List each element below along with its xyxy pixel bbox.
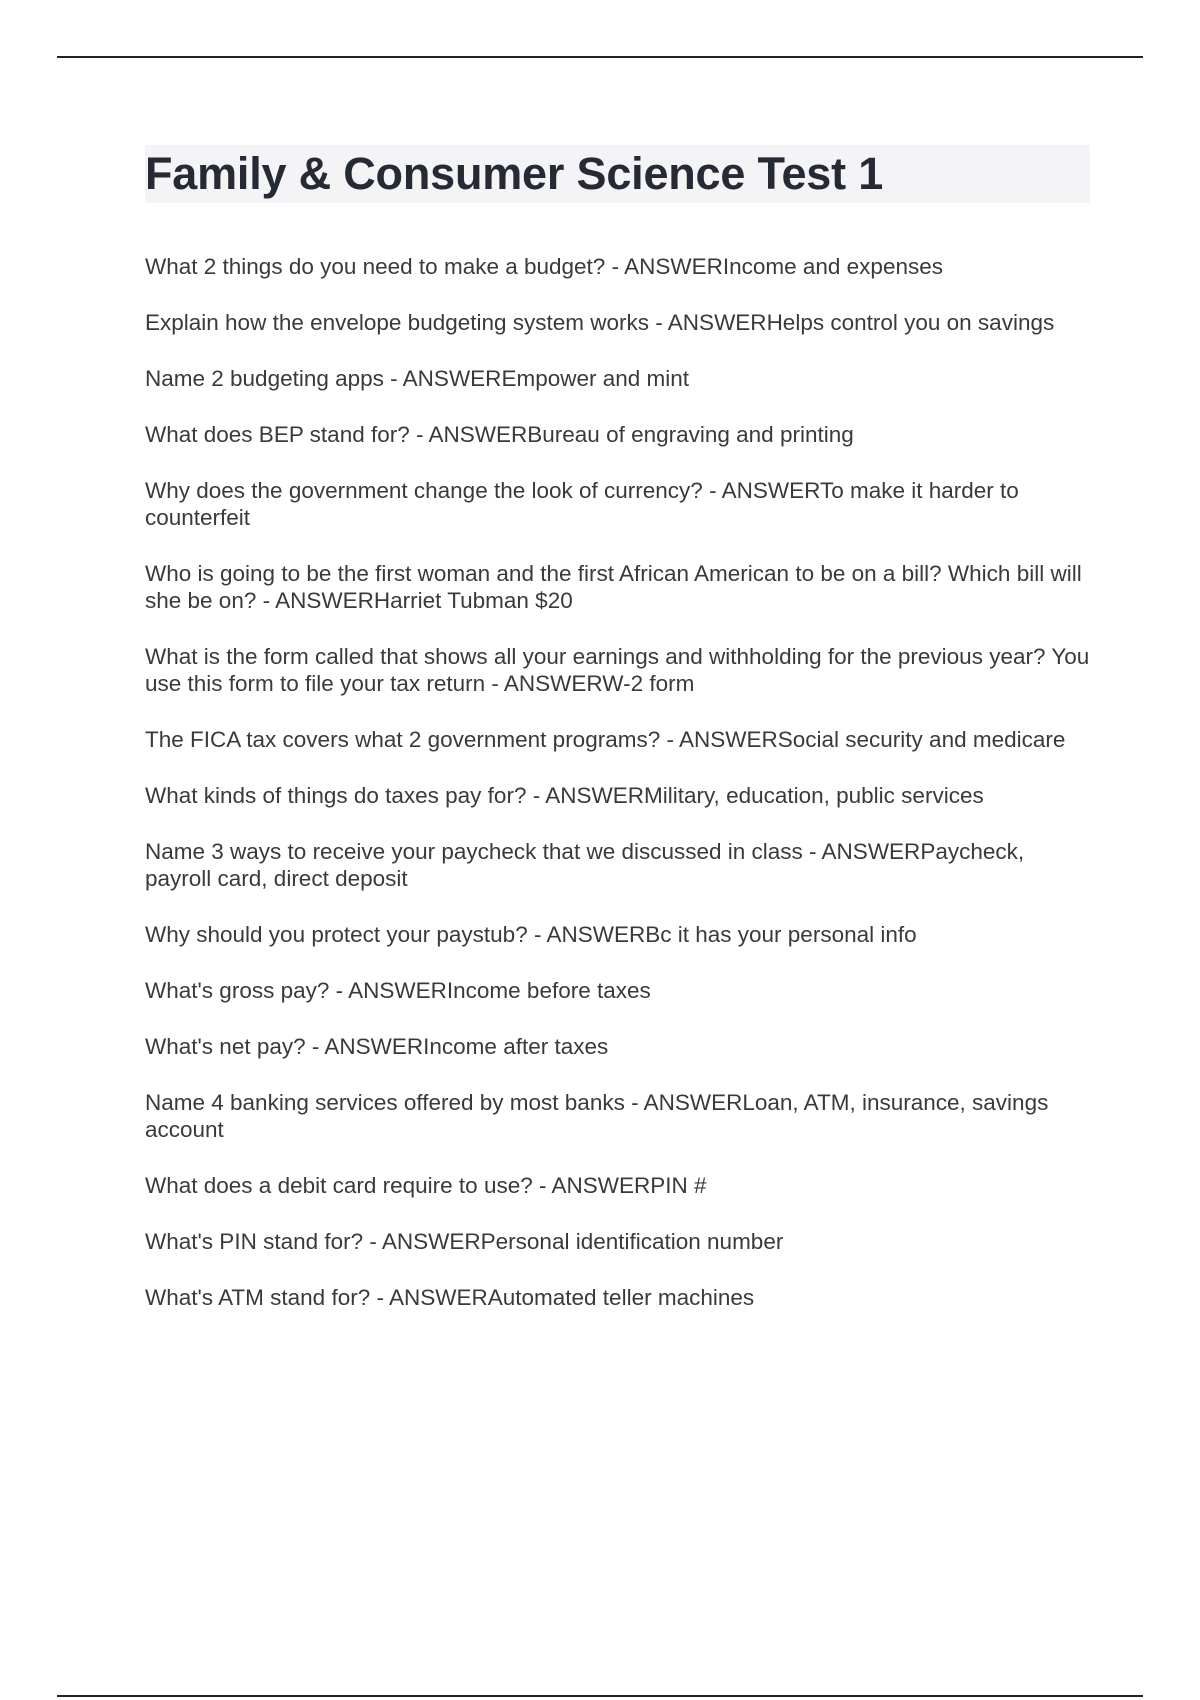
answer-text: PIN # <box>650 1173 707 1198</box>
qa-item <box>145 1089 1090 1143</box>
question-text: What's net pay? <box>145 1034 306 1059</box>
question-text: What is the form called that shows all your earnings and withholding for the previous year? You use this form to file your tax return <box>145 644 1090 696</box>
question-text: Who is going to be the first woman and the first African American to be on a bill? Which bill will she be on? <box>145 561 1082 613</box>
qa-item <box>145 1228 1090 1255</box>
answer-separator: - ANSWER <box>605 254 723 279</box>
document-title: Family & Consumer Science Test 1 <box>145 148 884 199</box>
question-text: What 2 things do you need to make a budget? <box>145 254 606 279</box>
qa-item <box>145 253 1090 280</box>
answer-text: Automated teller machines <box>487 1285 755 1310</box>
question-text: Name 2 budgeting apps <box>145 366 384 391</box>
question-text: What's ATM stand for? <box>145 1285 371 1310</box>
question-text: Explain how the envelope budgeting system works <box>145 310 650 335</box>
question-text: Name 3 ways to receive your paycheck that we discussed in class <box>145 839 803 864</box>
answer-separator: - ANSWER <box>660 727 778 752</box>
answer-separator: - ANSWER <box>363 1229 481 1254</box>
answer-text: Personal identification number <box>480 1229 784 1254</box>
qa-item <box>145 1033 1090 1060</box>
answer-separator: - ANSWER <box>649 310 767 335</box>
answer-text: Loan, ATM, insurance, savings account <box>145 1090 1049 1142</box>
qa-item <box>145 782 1090 809</box>
answer-text: Paycheck, payroll card, direct deposit <box>145 839 1025 891</box>
answer-separator: - ANSWER <box>702 478 820 503</box>
answer-separator: - ANSWER <box>624 1090 743 1115</box>
answer-text: Income after taxes <box>423 1034 609 1059</box>
top-rule <box>57 56 1143 58</box>
question-text: Name 4 banking services offered by most banks <box>145 1090 625 1115</box>
answer-text: To make it harder to counterfeit <box>145 478 1019 530</box>
qa-item <box>145 726 1090 753</box>
question-text: Why does the government change the look of currency? <box>145 478 703 503</box>
question-text: What's PIN stand for? <box>145 1229 364 1254</box>
question-text: Why should you protect your paystub? <box>145 922 528 947</box>
answer-separator: - ANSWER <box>305 1034 424 1059</box>
answer-text: Helps control you on savings <box>766 310 1055 335</box>
answer-text: Bc it has your personal info <box>645 922 917 947</box>
answer-separator: - ANSWER <box>329 978 447 1003</box>
qa-item <box>145 921 1090 948</box>
qa-item <box>145 421 1090 448</box>
title-banner <box>145 145 1090 203</box>
answer-text: Empower and mint <box>501 366 690 391</box>
qa-item <box>145 477 1090 531</box>
qa-item <box>145 365 1090 392</box>
answer-text: W-2 form <box>602 671 695 696</box>
answer-text: Bureau of engraving and printing <box>527 422 854 447</box>
qa-item <box>145 1284 1090 1311</box>
answer-separator: - ANSWER <box>532 1173 651 1198</box>
qa-item <box>145 560 1090 614</box>
question-text: The FICA tax covers what 2 government programs? <box>145 727 661 752</box>
question-text: What kinds of things do taxes pay for? <box>145 783 527 808</box>
answer-separator: - ANSWER <box>383 366 502 391</box>
answer-text: Income and expenses <box>722 254 943 279</box>
question-text: What does a debit card require to use? <box>145 1173 533 1198</box>
qa-list <box>145 253 1090 1340</box>
qa-item <box>145 1172 1090 1199</box>
bottom-rule <box>57 1695 1143 1697</box>
answer-text: Social security and medicare <box>777 727 1066 752</box>
qa-item <box>145 838 1090 892</box>
answer-separator: - ANSWER <box>802 839 921 864</box>
qa-item <box>145 977 1090 1004</box>
question-text: What's gross pay? <box>145 978 330 1003</box>
answer-separator: - ANSWER <box>409 422 528 447</box>
answer-separator: - ANSWER <box>527 922 646 947</box>
qa-item <box>145 643 1090 697</box>
document-content <box>145 145 1090 1310</box>
qa-item <box>145 309 1090 336</box>
answer-separator: - ANSWER <box>485 671 603 696</box>
answer-text: Harriet Tubman $20 <box>373 588 573 613</box>
answer-text: Military, education, public services <box>643 783 984 808</box>
answer-separator: - ANSWER <box>256 588 374 613</box>
answer-separator: - ANSWER <box>370 1285 488 1310</box>
answer-separator: - ANSWER <box>526 783 644 808</box>
question-text: What does BEP stand for? <box>145 422 410 447</box>
answer-text: Income before taxes <box>446 978 651 1003</box>
